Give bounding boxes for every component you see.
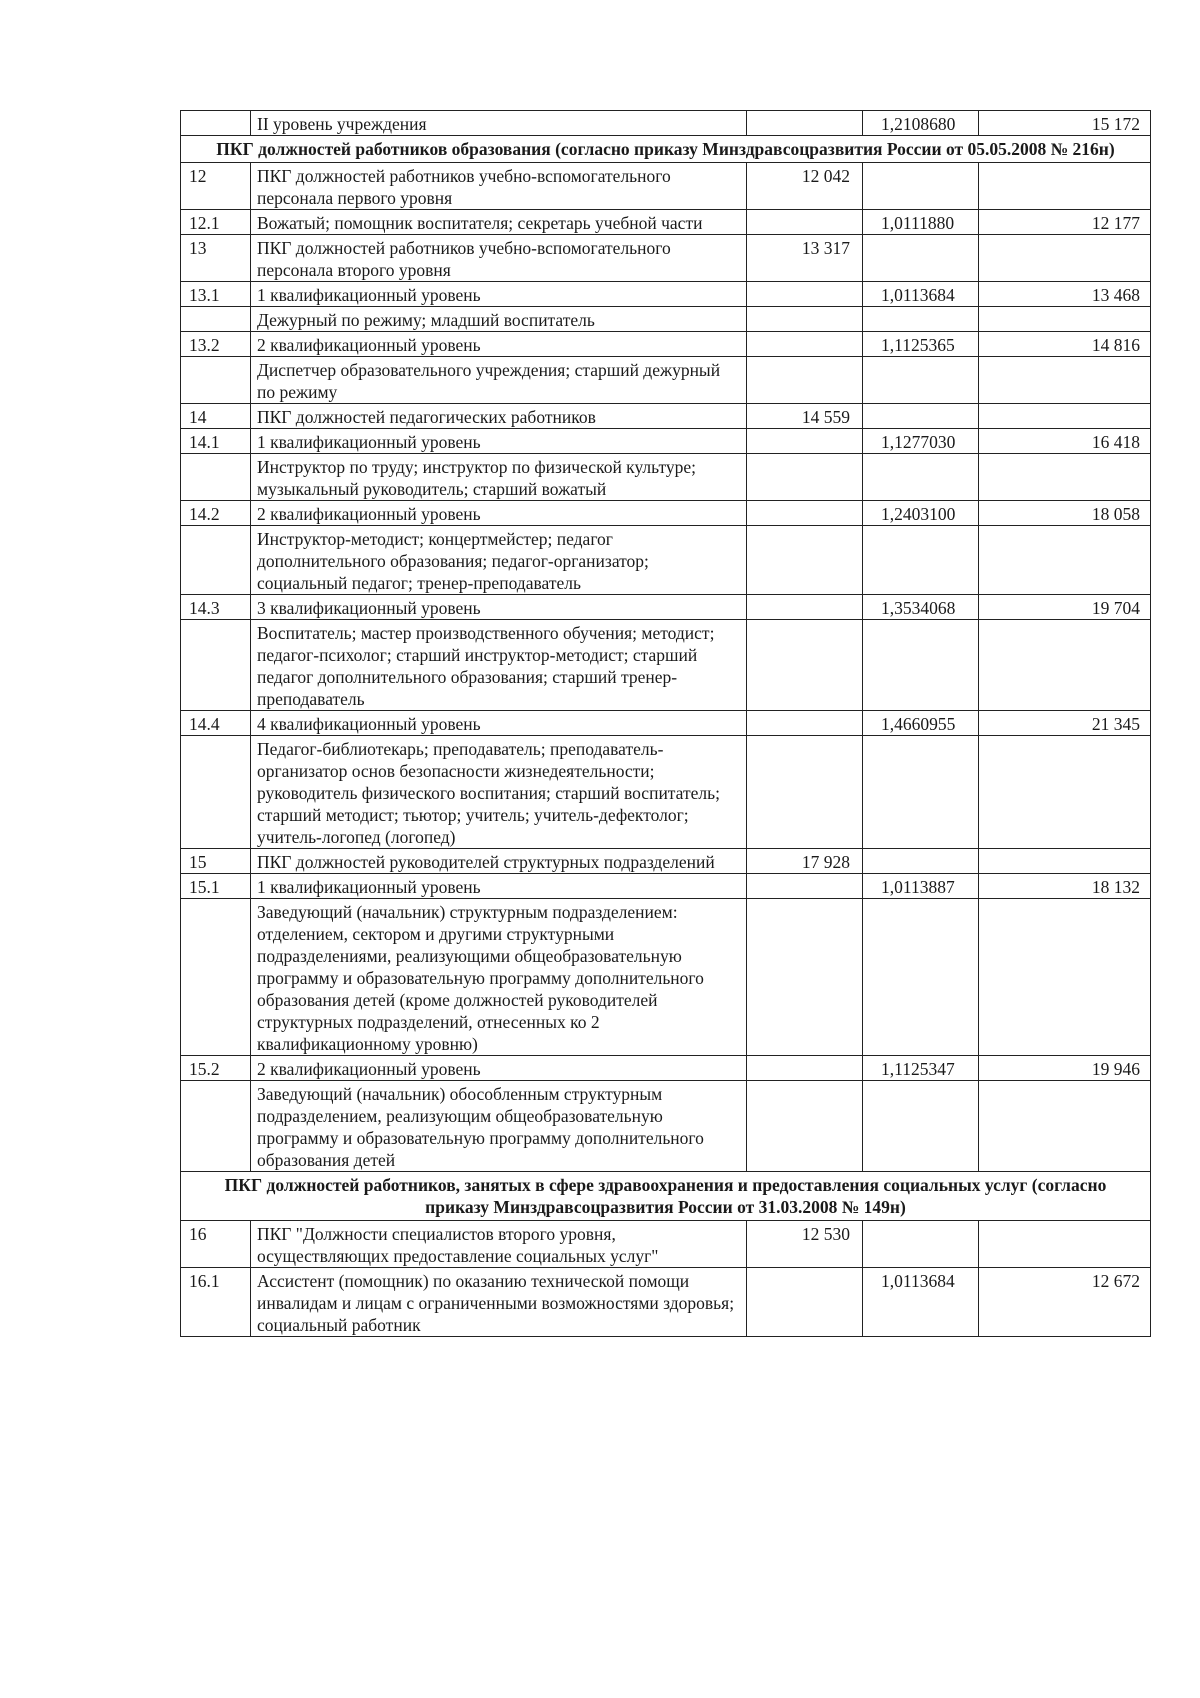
section-header: ПКГ должностей работников образования (согласно приказу Минздравсоцразвития России от 05.05.2008 № 216н): [181, 136, 1151, 163]
position-name: Ассистент (помощник) по оказанию технической помощи инвалидам и лицам с ограниченными возможностями здоровья; социальный работник: [251, 1268, 747, 1337]
position-name: ПКГ должностей педагогических работников: [251, 404, 747, 429]
row-number: 16.1: [181, 1268, 251, 1337]
salary-value: 19 946: [979, 1056, 1151, 1081]
salary-value: [979, 1221, 1151, 1268]
position-name: ПКГ должностей руководителей структурных подразделений: [251, 849, 747, 874]
coefficient: [863, 307, 979, 332]
base-salary: [747, 711, 863, 736]
salary-value: 18 132: [979, 874, 1151, 899]
coefficient: 1,1125365: [863, 332, 979, 357]
base-salary: [747, 620, 863, 711]
base-salary: [747, 210, 863, 235]
salary-value: 18 058: [979, 501, 1151, 526]
salary-value: [979, 307, 1151, 332]
row-number: 14: [181, 404, 251, 429]
position-name: Заведующий (начальник) обособленным структурным подразделением, реализующим общеобразовательную программу и образовательную программу дополнительного образования детей: [251, 1081, 747, 1172]
coefficient: 1,4660955: [863, 711, 979, 736]
table-row: [181, 210, 1151, 235]
base-salary: [747, 874, 863, 899]
coefficient: [863, 1221, 979, 1268]
row-number: 12.1: [181, 210, 251, 235]
coefficient: 1,0113684: [863, 282, 979, 307]
position-name: ПКГ должностей работников учебно-вспомогательного персонала второго уровня: [251, 235, 747, 282]
row-number: 13.1: [181, 282, 251, 307]
row-number: 15.2: [181, 1056, 251, 1081]
table-row: [181, 526, 1151, 595]
base-salary: [747, 1268, 863, 1337]
base-salary: [747, 357, 863, 404]
salary-value: [979, 404, 1151, 429]
coefficient: [863, 357, 979, 404]
position-name: 2 квалификационный уровень: [251, 1056, 747, 1081]
document-page: [180, 110, 1150, 1337]
table-row: [181, 163, 1151, 210]
position-name: 4 квалификационный уровень: [251, 711, 747, 736]
section-header-row: [181, 1172, 1151, 1221]
row-number: [181, 526, 251, 595]
table-row: [181, 849, 1151, 874]
coefficient: [863, 454, 979, 501]
base-salary: [747, 332, 863, 357]
salary-value: 16 418: [979, 429, 1151, 454]
base-salary: 12 530: [747, 1221, 863, 1268]
base-salary: [747, 595, 863, 620]
row-number: 14.4: [181, 711, 251, 736]
position-name: 1 квалификационный уровень: [251, 874, 747, 899]
base-salary: 12 042: [747, 163, 863, 210]
row-number: [181, 736, 251, 849]
row-number: 14.3: [181, 595, 251, 620]
salary-value: [979, 235, 1151, 282]
row-number: [181, 1081, 251, 1172]
salary-value: [979, 163, 1151, 210]
position-name: Инструктор-методист; концертмейстер; педагог дополнительного образования; педагог-организатор; социальный педагог; тренер-преподаватель: [251, 526, 747, 595]
row-number: 15.1: [181, 874, 251, 899]
table-row: [181, 332, 1151, 357]
salary-value: 13 468: [979, 282, 1151, 307]
salary-value: 12 672: [979, 1268, 1151, 1337]
coefficient: 1,3534068: [863, 595, 979, 620]
salary-value: [979, 357, 1151, 404]
position-name: 2 квалификационный уровень: [251, 332, 747, 357]
table-row: [181, 620, 1151, 711]
table-row: [181, 736, 1151, 849]
salary-value: 14 816: [979, 332, 1151, 357]
salary-value: [979, 1081, 1151, 1172]
row-number: 15: [181, 849, 251, 874]
salary-table: [180, 110, 1151, 1337]
salary-value: 15 172: [979, 111, 1151, 136]
table-row: [181, 501, 1151, 526]
coefficient: [863, 849, 979, 874]
position-name: 2 квалификационный уровень: [251, 501, 747, 526]
coefficient: 1,2403100: [863, 501, 979, 526]
table-row: [181, 111, 1151, 136]
coefficient: 1,1125347: [863, 1056, 979, 1081]
table-row: [181, 711, 1151, 736]
coefficient: 1,1277030: [863, 429, 979, 454]
base-salary: [747, 526, 863, 595]
salary-value: [979, 620, 1151, 711]
coefficient: [863, 620, 979, 711]
row-number: 13.2: [181, 332, 251, 357]
section-header: ПКГ должностей работников, занятых в сфере здравоохранения и предоставления социальных услуг (согласно приказу Минздравсоцразвития России от 31.03.2008 № 149н): [181, 1172, 1151, 1221]
row-number: 14.1: [181, 429, 251, 454]
base-salary: 17 928: [747, 849, 863, 874]
coefficient: [863, 736, 979, 849]
table-row: [181, 1221, 1151, 1268]
row-number: [181, 111, 251, 136]
coefficient: 1,0111880: [863, 210, 979, 235]
table-row: [181, 404, 1151, 429]
position-name: 1 квалификационный уровень: [251, 429, 747, 454]
table-row: [181, 429, 1151, 454]
salary-value: 12 177: [979, 210, 1151, 235]
position-name: Педагог-библиотекарь; преподаватель; преподаватель-организатор основ безопасности жизнедеятельности; руководитель физического воспитания; старший воспитатель; старший методист; тьютор; учитель; учитель-дефектолог; учитель-логопед (логопед): [251, 736, 747, 849]
table-row: [181, 357, 1151, 404]
base-salary: [747, 501, 863, 526]
base-salary: [747, 454, 863, 501]
base-salary: 13 317: [747, 235, 863, 282]
coefficient: [863, 899, 979, 1056]
coefficient: [863, 526, 979, 595]
coefficient: 1,2108680: [863, 111, 979, 136]
row-number: [181, 620, 251, 711]
table-body: [181, 111, 1151, 1337]
position-name: 3 квалификационный уровень: [251, 595, 747, 620]
base-salary: [747, 307, 863, 332]
row-number: 12: [181, 163, 251, 210]
row-number: 13: [181, 235, 251, 282]
coefficient: [863, 404, 979, 429]
section-header-row: [181, 136, 1151, 163]
table-row: [181, 1056, 1151, 1081]
position-name: Диспетчер образовательного учреждения; старший дежурный по режиму: [251, 357, 747, 404]
table-row: [181, 874, 1151, 899]
base-salary: [747, 1081, 863, 1172]
salary-value: [979, 526, 1151, 595]
salary-value: [979, 899, 1151, 1056]
coefficient: 1,0113887: [863, 874, 979, 899]
coefficient: 1,0113684: [863, 1268, 979, 1337]
row-number: [181, 899, 251, 1056]
position-name: Инструктор по труду; инструктор по физической культуре; музыкальный руководитель; старший вожатый: [251, 454, 747, 501]
table-row: [181, 282, 1151, 307]
base-salary: [747, 736, 863, 849]
salary-value: [979, 454, 1151, 501]
position-name: Воспитатель; мастер производственного обучения; методист; педагог-психолог; старший инструктор-методист; старший педагог дополнительного образования; старший тренер-преподаватель: [251, 620, 747, 711]
base-salary: [747, 1056, 863, 1081]
table-row: [181, 235, 1151, 282]
row-number: [181, 357, 251, 404]
coefficient: [863, 163, 979, 210]
position-name: Дежурный по режиму; младший воспитатель: [251, 307, 747, 332]
table-row: [181, 454, 1151, 501]
coefficient: [863, 1081, 979, 1172]
position-name: II уровень учреждения: [251, 111, 747, 136]
row-number: [181, 454, 251, 501]
base-salary: [747, 111, 863, 136]
row-number: [181, 307, 251, 332]
row-number: 16: [181, 1221, 251, 1268]
table-row: [181, 595, 1151, 620]
row-number: 14.2: [181, 501, 251, 526]
salary-value: [979, 736, 1151, 849]
position-name: Заведующий (начальник) структурным подразделением: отделением, сектором и другими структурными подразделениями, реализующими общеобразовательную программу и образовательную программу дополнительного образования детей (кроме должностей руководителей структурных подразделений, отнесенных ко 2 квалификационному уровню): [251, 899, 747, 1056]
table-row: [181, 307, 1151, 332]
position-name: ПКГ должностей работников учебно-вспомогательного персонала первого уровня: [251, 163, 747, 210]
table-row: [181, 899, 1151, 1056]
position-name: Вожатый; помощник воспитателя; секретарь учебной части: [251, 210, 747, 235]
salary-value: 21 345: [979, 711, 1151, 736]
coefficient: [863, 235, 979, 282]
base-salary: [747, 429, 863, 454]
base-salary: [747, 899, 863, 1056]
table-row: [181, 1081, 1151, 1172]
salary-value: 19 704: [979, 595, 1151, 620]
table-row: [181, 1268, 1151, 1337]
position-name: ПКГ "Должности специалистов второго уровня, осуществляющих предоставление социальных услуг": [251, 1221, 747, 1268]
base-salary: [747, 282, 863, 307]
position-name: 1 квалификационный уровень: [251, 282, 747, 307]
base-salary: 14 559: [747, 404, 863, 429]
salary-value: [979, 849, 1151, 874]
